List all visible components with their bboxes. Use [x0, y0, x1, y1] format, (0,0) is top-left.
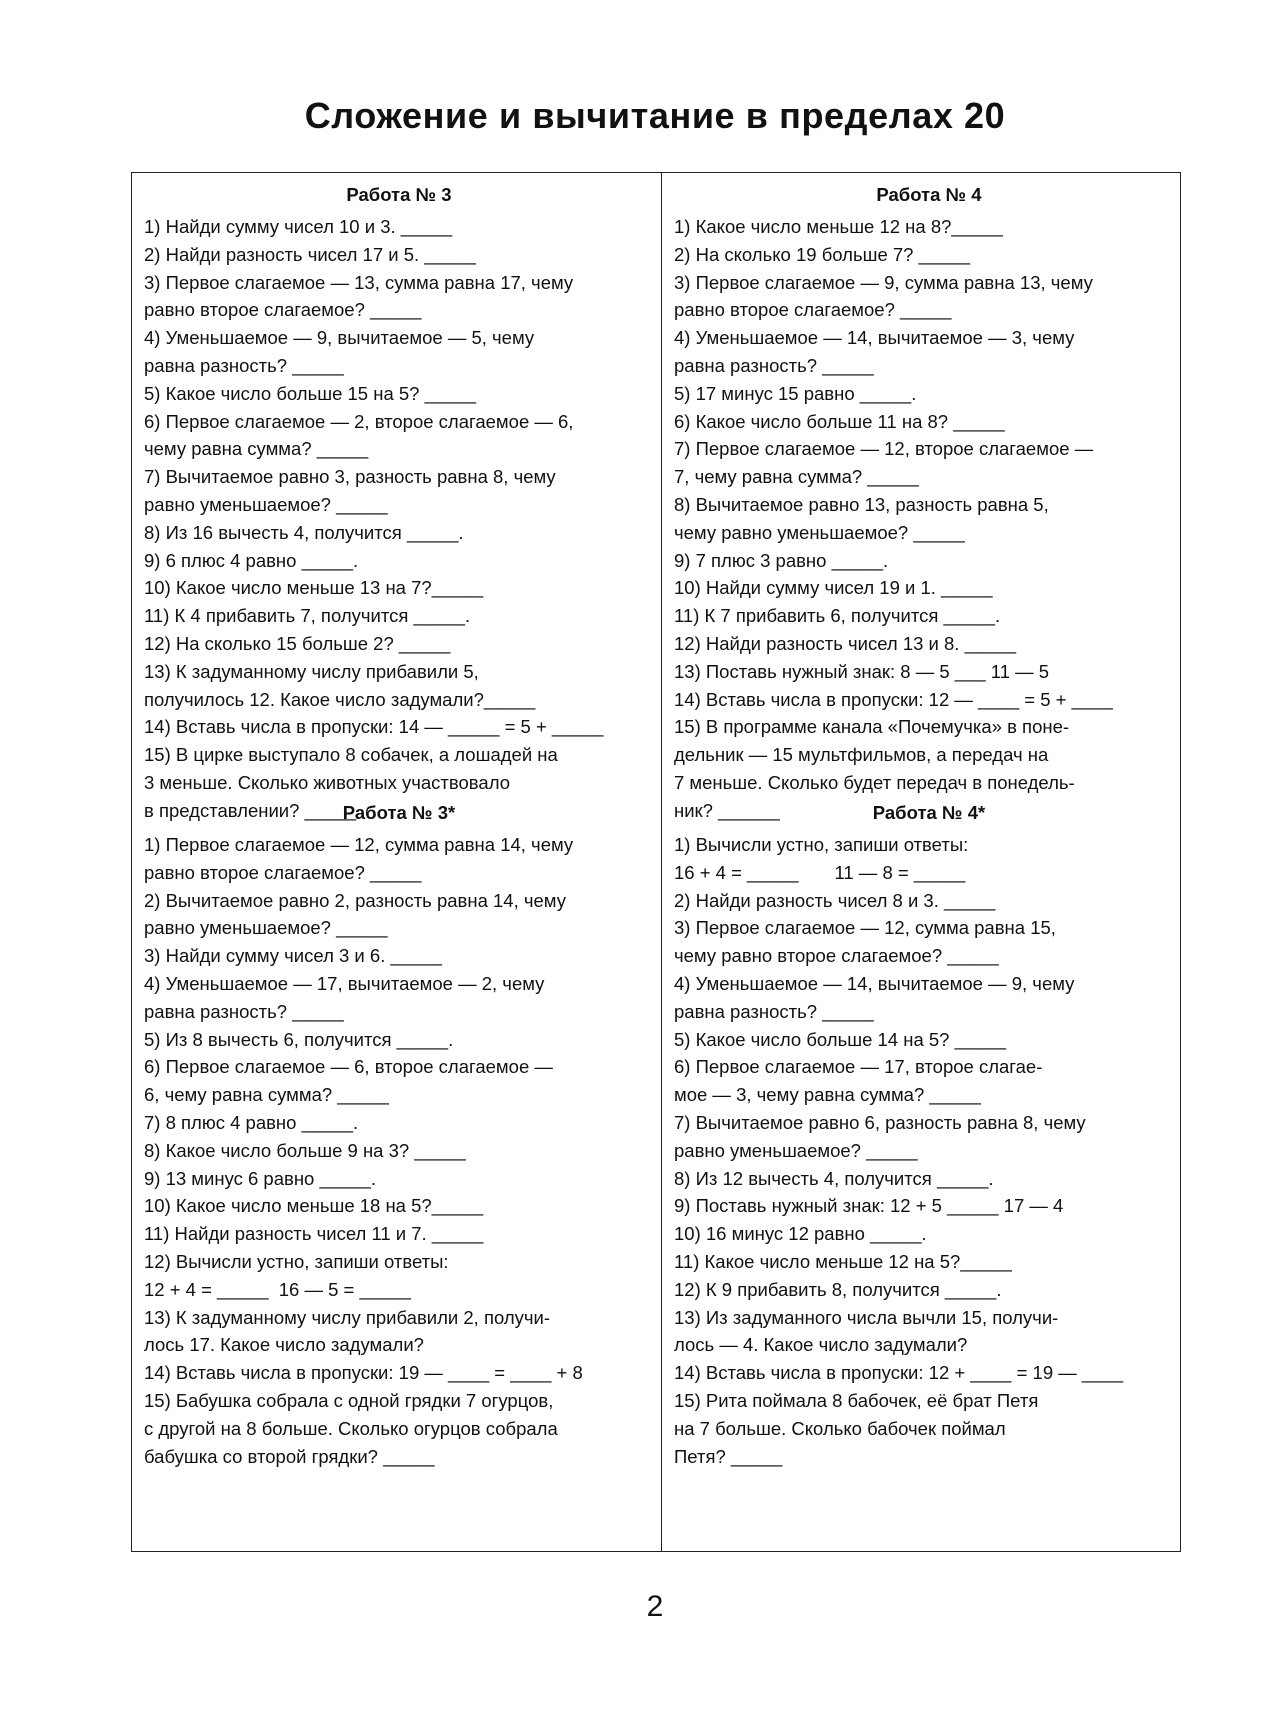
task-line: 7) Вычитаемое равно 3, разность равна 8, чему — [144, 466, 556, 488]
task-line: 3 меньше. Сколько животных участвовало — [144, 771, 511, 793]
task-line: 15) Бабушка собрала с одной грядки 7 огурцов, — [144, 1389, 554, 1411]
task-line: 12) На сколько 15 больше 2? _____ — [144, 632, 451, 654]
task-line: 11) К 4 прибавить 7, получится _____. — [144, 605, 471, 627]
task-line: 14) Вставь числа в пропуски: 19 — ____ = ____ + 8 — [144, 1362, 583, 1384]
task-line: бабушка со второй грядки? _____ — [144, 1445, 435, 1467]
task-line: 15) В программе канала «Почемучка» в поне- — [674, 716, 1070, 738]
task-line: ник? ______ — [674, 799, 780, 821]
task-line: лось — 4. Какое число задумали? — [674, 1334, 968, 1356]
work-items — [674, 831, 1184, 1470]
task-line: в представлении? _____ — [144, 799, 357, 821]
task-line: 14) Вставь числа в пропуски: 12 + ____ = 19 — ____ — [674, 1362, 1124, 1384]
task-line: 5) Какое число больше 15 на 5? _____ — [144, 382, 477, 404]
task-line: равно уменьшаемое? _____ — [674, 1139, 918, 1161]
work-4-star — [674, 801, 1184, 1470]
task-line: 13) К задуманному числу прибавили 5, — [144, 660, 479, 682]
work-items — [674, 213, 1184, 825]
task-line: 10) 16 минус 12 равно _____. — [674, 1223, 927, 1245]
column-divider — [661, 173, 662, 1551]
task-line: 6, чему равна сумма? _____ — [144, 1084, 389, 1106]
task-line: 10) Найди сумму чисел 19 и 1. _____ — [674, 577, 993, 599]
task-line: равна разность? _____ — [674, 354, 874, 376]
task-line: равна разность? _____ — [144, 354, 344, 376]
task-line: Петя? _____ — [674, 1445, 783, 1467]
task-line: 9) Поставь нужный знак: 12 + 5 _____ 17 — 4 — [674, 1195, 1064, 1217]
task-line: 15) Рита поймала 8 бабочек, её брат Петя — [674, 1389, 1039, 1411]
task-line: 1) Найди сумму чисел 10 и 3. _____ — [144, 216, 453, 237]
task-line: 11) Найди разность чисел 11 и 7. _____ — [144, 1223, 484, 1245]
task-line: 1) Первое слагаемое — 12, сумма равна 14, чему — [144, 834, 574, 855]
task-line: на 7 больше. Сколько бабочек поймал — [674, 1417, 1006, 1439]
task-line: 4) Уменьшаемое — 14, вычитаемое — 3, чему — [674, 327, 1075, 349]
task-line: 4) Уменьшаемое — 9, вычитаемое — 5, чему — [144, 327, 535, 349]
task-line: 16 + 4 = _____ 11 — 8 = _____ — [674, 861, 966, 883]
task-line: 6) Первое слагаемое — 2, второе слагаемое — 6, — [144, 410, 574, 432]
task-line: 8) Из 16 вычесть 4, получится _____. — [144, 521, 464, 543]
task-line: равно второе слагаемое? _____ — [144, 861, 422, 883]
task-line: 3) Первое слагаемое — 12, сумма равна 15, — [674, 917, 1056, 939]
task-line: 7 меньше. Сколько будет передач в понедель- — [674, 771, 1075, 793]
task-line: 6) Какое число больше 11 на 8? _____ — [674, 410, 1005, 432]
task-line: 2) Вычитаемое равно 2, разность равна 14, чему — [144, 889, 566, 911]
task-line: 13) К задуманному числу прибавили 2, получи- — [144, 1306, 551, 1328]
task-line: 12) Найди разность чисел 13 и 8. _____ — [674, 632, 1017, 654]
task-line: 7) Первое слагаемое — 12, второе слагаемое — — [674, 438, 1094, 460]
task-line: 9) 7 плюс 3 равно _____. — [674, 549, 889, 571]
task-line: 12 + 4 = _____ 16 — 5 = _____ — [144, 1278, 411, 1300]
task-line: 2) Найди разность чисел 8 и 3. _____ — [674, 889, 996, 911]
task-line: 3) Первое слагаемое — 9, сумма равна 13, чему — [674, 271, 1093, 293]
task-line: 1) Вычисли устно, запиши ответы: — [674, 834, 969, 855]
task-line: 6) Первое слагаемое — 17, второе слагае- — [674, 1056, 1043, 1078]
task-line: 5) 17 минус 15 равно _____. — [674, 382, 917, 404]
task-line: 15) В цирке выступало 8 собачек, а лошадей на — [144, 744, 558, 766]
work-4 — [674, 183, 1184, 825]
task-line: 9) 6 плюс 4 равно _____. — [144, 549, 359, 571]
work-title: Работа № 3 — [346, 184, 452, 205]
task-line: получилось 12. Какое число задумали?_____ — [144, 688, 536, 710]
task-line: чему равна сумма? _____ — [144, 438, 369, 460]
task-line: с другой на 8 больше. Сколько огурцов собрала — [144, 1417, 558, 1439]
task-line: чему равно второе слагаемое? _____ — [674, 945, 999, 967]
task-line: 5) Из 8 вычесть 6, получится _____. — [144, 1028, 454, 1050]
task-line: равно второе слагаемое? _____ — [674, 299, 952, 321]
work-title: Работа № 4* — [872, 802, 986, 823]
task-line: 13) Поставь нужный знак: 8 — 5 ___ 11 — 5 — [674, 660, 1050, 682]
task-line: 2) На сколько 19 больше 7? _____ — [674, 243, 971, 265]
task-line: 11) К 7 прибавить 6, получится _____. — [674, 605, 1001, 627]
work-3 — [144, 183, 654, 825]
task-line: равна разность? _____ — [674, 1000, 874, 1022]
task-line: 7, чему равна сумма? _____ — [674, 466, 919, 488]
task-line: равна разность? _____ — [144, 1000, 344, 1022]
page-title: Сложение и вычитание в пределах 20 — [304, 95, 1006, 136]
task-line: 8) Какое число больше 9 на 3? _____ — [144, 1139, 466, 1161]
task-line: 8) Вычитаемое равно 13, разность равна 5, — [674, 493, 1049, 515]
task-line: 14) Вставь числа в пропуски: 12 — ____ = 5 + ____ — [674, 688, 1113, 710]
task-line: 9) 13 минус 6 равно _____. — [144, 1167, 377, 1189]
task-line: 4) Уменьшаемое — 14, вычитаемое — 9, чему — [674, 972, 1075, 994]
task-line: 6) Первое слагаемое — 6, второе слагаемое — — [144, 1056, 553, 1078]
task-line: 12) К 9 прибавить 8, получится _____. — [674, 1278, 1002, 1300]
task-line: равно второе слагаемое? _____ — [144, 299, 422, 321]
task-line: 13) Из задуманного числа вычли 15, получи- — [674, 1306, 1059, 1328]
task-line: 4) Уменьшаемое — 17, вычитаемое — 2, чему — [144, 972, 545, 994]
task-line: мое — 3, чему равна сумма? _____ — [674, 1084, 981, 1106]
work-3-star — [144, 801, 654, 1470]
task-line: 1) Какое число меньше 12 на 8?_____ — [674, 216, 1003, 237]
task-line: 10) Какое число меньше 18 на 5?_____ — [144, 1195, 484, 1217]
task-line: 2) Найди разность чисел 17 и 5. _____ — [144, 243, 476, 265]
task-line: 5) Какое число больше 14 на 5? _____ — [674, 1028, 1007, 1050]
page-number: 2 — [646, 1590, 664, 1623]
work-items — [144, 213, 654, 825]
task-line: 11) Какое число меньше 12 на 5?_____ — [674, 1250, 1012, 1272]
task-line: 8) Из 12 вычесть 4, получится _____. — [674, 1167, 994, 1189]
work-title: Работа № 3* — [342, 802, 456, 823]
task-line: 3) Первое слагаемое — 13, сумма равна 17, чему — [144, 271, 574, 293]
task-line: 14) Вставь числа в пропуски: 14 — _____ = 5 + _____ — [144, 716, 604, 738]
task-line: равно уменьшаемое? _____ — [144, 493, 388, 515]
task-line: чему равно уменьшаемое? _____ — [674, 521, 965, 543]
task-line: лось 17. Какое число задумали? — [144, 1334, 424, 1356]
task-line: 10) Какое число меньше 13 на 7?_____ — [144, 577, 484, 599]
task-line: 3) Найди сумму чисел 3 и 6. _____ — [144, 945, 442, 967]
task-line: равно уменьшаемое? _____ — [144, 917, 388, 939]
task-line: 12) Вычисли устно, запиши ответы: — [144, 1250, 449, 1272]
task-line: дельник — 15 мультфильмов, а передач на — [674, 744, 1049, 766]
task-line: 7) Вычитаемое равно 6, разность равна 8, чему — [674, 1111, 1086, 1133]
work-items — [144, 831, 654, 1470]
task-line: 7) 8 плюс 4 равно _____. — [144, 1111, 359, 1133]
worksheet-frame — [131, 172, 1181, 1552]
work-title: Работа № 4 — [876, 184, 982, 205]
